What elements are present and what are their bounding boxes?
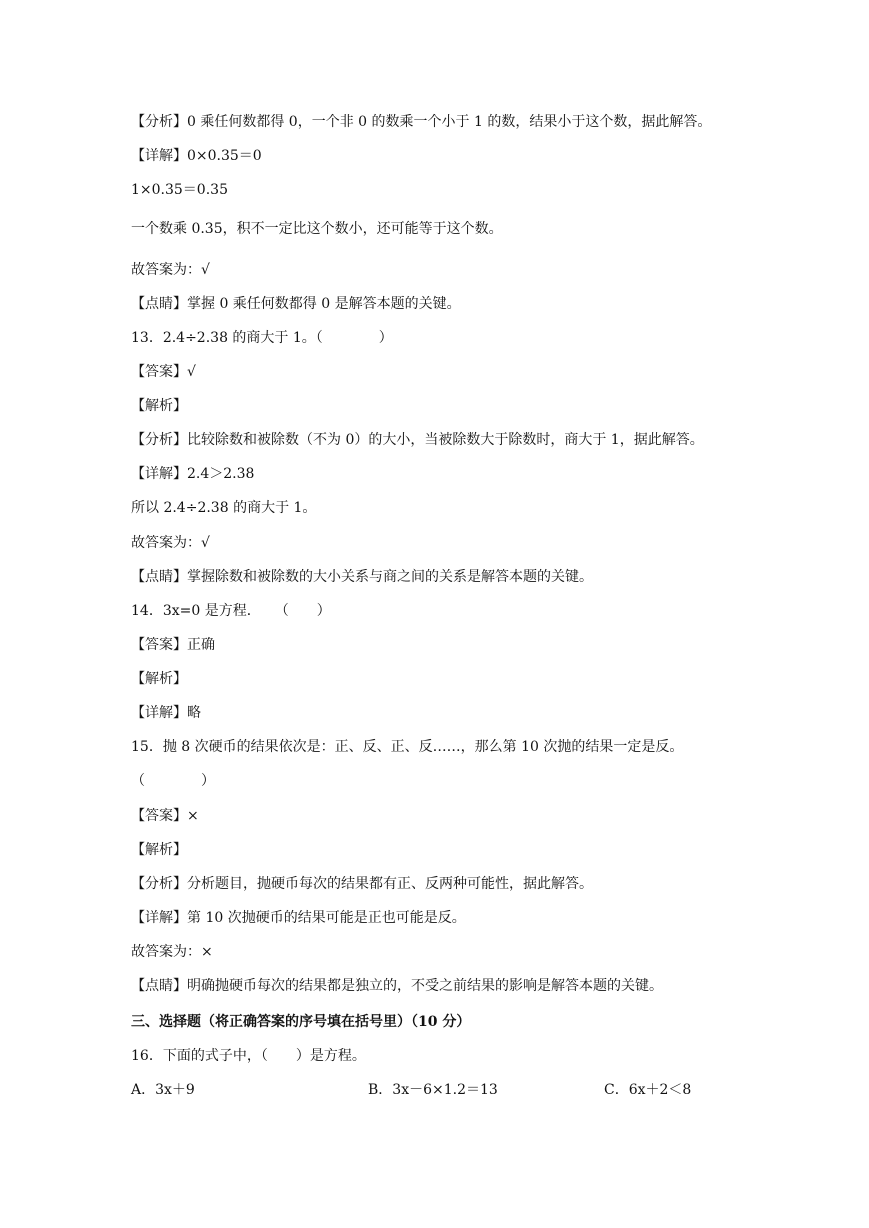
question-16: 16．下面的式子中，（ ）是方程。 [131,1048,366,1064]
analysis-line: 【分析】比较除数和被除数（不为 0）的大小，当被除数大于除数时，商大于 1，据此解答。 [131,432,704,448]
analysis-line: 【分析】0 乘任何数都得 0，一个非 0 的数乘一个小于 1 的数，结果小于这个数，据此解答。 [131,114,712,130]
answer-blank: （ ） [131,773,215,789]
detail-line: 【详解】0×0.35＝0 [131,148,262,164]
text-line: 所以 2.4÷2.38 的商大于 1。 [131,500,317,516]
analysis-line: 【分析】分析题目，抛硬币每次的结果都有正、反两种可能性，据此解答。 [131,876,593,892]
option-a: A．3x＋9 [131,1082,195,1098]
section-heading: 三、选择题（将正确答案的序号填在括号里）（10 分） [131,1014,471,1030]
question-15: 15．抛 8 次硬币的结果依次是：正、反、正、反……，那么第 10 次抛的结果一定是反。 [131,739,684,755]
key-point-line: 【点睛】掌握 0 乘任何数都得 0 是解答本题的关键。 [131,296,461,312]
text-line: 一个数乘 0.35，积不一定比这个数小，还可能等于这个数。 [131,221,503,237]
question-13: 13．2.4÷2.38 的商大于 1。（ ） [131,330,393,346]
answer-summary-line: 故答案为：√ [131,535,210,551]
answer-line: 【答案】正确 [131,637,215,653]
answer-summary-line: 故答案为：× [131,944,213,960]
option-b: B．3x－6×1.2＝13 [368,1082,498,1098]
text-line: 1×0.35＝0.35 [131,182,228,198]
key-point-line: 【点睛】明确抛硬币每次的结果都是独立的，不受之前结果的影响是解答本题的关键。 [131,978,663,994]
answer-line: 【答案】√ [131,364,196,380]
option-c: C．6x＋2＜8 [604,1082,692,1098]
detail-line: 【详解】2.4＞2.38 [131,466,255,482]
explanation-heading: 【解析】 [131,842,187,858]
explanation-heading: 【解析】 [131,398,187,414]
key-point-line: 【点睛】掌握除数和被除数的大小关系与商之间的关系是解答本题的关键。 [131,569,593,585]
detail-line: 【详解】第 10 次抛硬币的结果可能是正也可能是反。 [131,910,466,926]
detail-line: 【详解】略 [131,705,201,721]
answer-line: 【答案】× [131,808,199,824]
explanation-heading: 【解析】 [131,671,187,687]
question-14: 14．3x=0 是方程． （ ） [131,603,331,619]
answer-summary-line: 故答案为：√ [131,262,210,278]
